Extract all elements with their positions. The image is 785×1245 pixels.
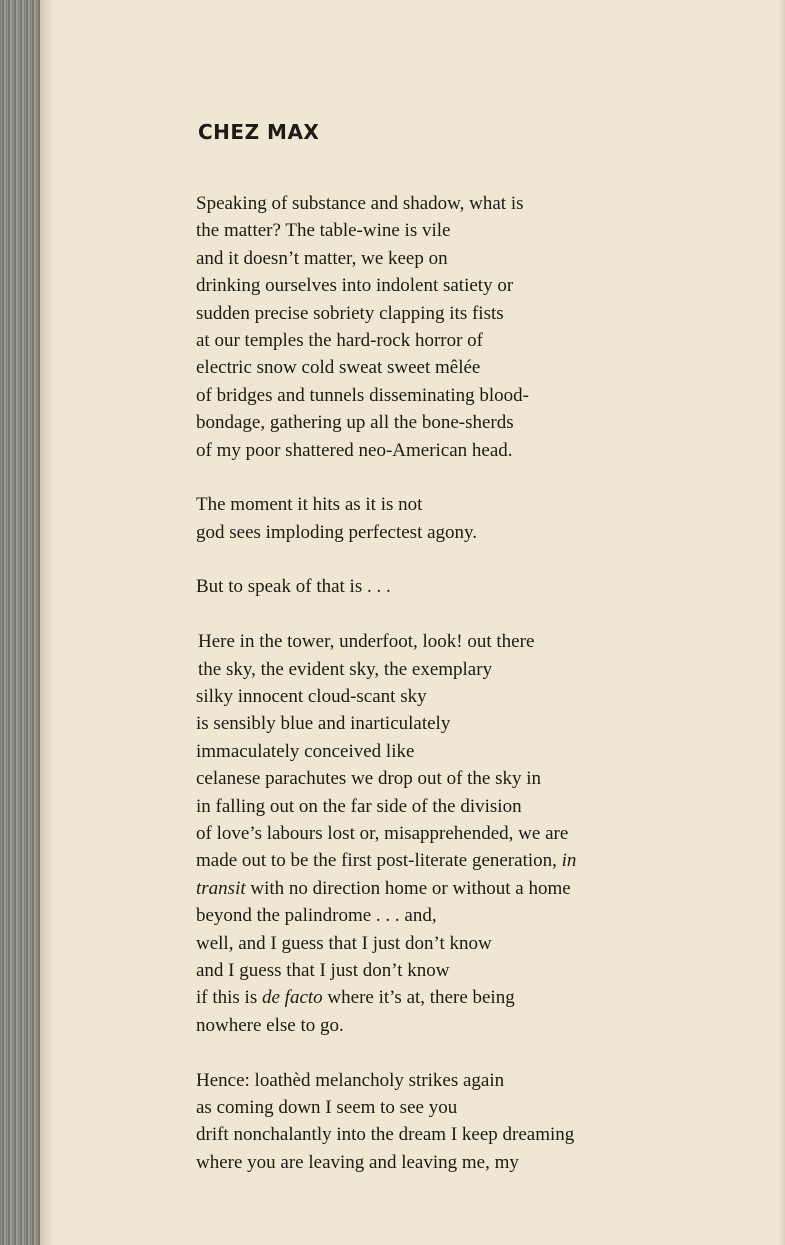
poem-line [196, 847, 736, 874]
line-text: with no direction home or without a home [245, 877, 571, 899]
poem-line: drinking ourselves into indolent satiety or [196, 275, 514, 297]
line-text: if this is [196, 987, 262, 1009]
poem-line: and it doesn’t matter, we keep on [196, 247, 448, 269]
poem-line: beyond the palindrome . . . and, [196, 905, 437, 927]
poem-line: at our temples the hard-rock horror of [196, 329, 484, 351]
stanza-break [196, 601, 736, 628]
stanza-break [196, 546, 736, 573]
poem-line: Speaking of substance and shadow, what is [196, 193, 524, 214]
poem-line: celanese parachutes we drop out of the sky in [196, 768, 542, 790]
line-text: made out to be the first post-literate generation, [196, 850, 562, 872]
poem-line: nowhere else to go. [196, 1014, 344, 1036]
poem-line: where you are leaving and leaving me, my [196, 1151, 519, 1173]
line-text: where it’s at, there being [322, 987, 515, 1009]
italic-text: transit [196, 877, 246, 899]
italic-text: de facto [261, 987, 323, 1009]
stanza-break [196, 1039, 736, 1066]
poem-line: god sees imploding perfectest agony. [196, 521, 478, 543]
poem-line: is sensibly blue and inarticulately [196, 713, 451, 735]
poem-line [196, 875, 736, 902]
poem-line: But to speak of that is . . . [196, 576, 391, 598]
poem-line: silky innocent cloud-scant sky [196, 686, 427, 708]
poem-line: the sky, the evident sky, the exemplary [198, 658, 493, 680]
poem-line [196, 984, 736, 1011]
stanza-3 [196, 573, 736, 600]
poem-title: CHEZ MAX [198, 120, 320, 144]
page-shadow [40, 0, 54, 1245]
poem-line: in falling out on the far side of the division [196, 795, 522, 817]
poem-line: sudden precise sobriety clapping its fists [196, 302, 504, 324]
poem-line: well, and I guess that I just don’t know [196, 932, 492, 954]
italic-text: in [561, 850, 577, 872]
poem-line: Here in the tower, underfoot, look! out there [198, 631, 535, 653]
poem-line: electric snow cold sweat sweet mêlée [196, 357, 481, 379]
poem-line: the matter? The table-wine is vile [196, 220, 451, 242]
poem-line: drift nonchalantly into the dream I keep dreaming [196, 1124, 575, 1146]
poem-body [196, 190, 736, 1176]
poem-line: Hence: loathèd melancholy strikes again [196, 1069, 505, 1091]
poem-line: The moment it hits as it is not [196, 494, 423, 516]
stanza-2 [196, 491, 736, 546]
poem-line: as coming down I seem to see you [196, 1096, 458, 1118]
poem-line: of bridges and tunnels disseminating blood- [196, 384, 529, 406]
poem-line: of love’s labours lost or, misapprehended, we are [196, 822, 569, 844]
stanza-5 [196, 1067, 736, 1177]
poem-line: and I guess that I just don’t know [196, 959, 450, 981]
poem-line: of my poor shattered neo-American head. [196, 439, 513, 461]
poem-line: bondage, gathering up all the bone-sherds [196, 412, 514, 434]
stanza-4 [196, 628, 736, 1039]
stanza-1 [196, 190, 736, 464]
stanza-break [196, 464, 736, 491]
book-binding-gutter [0, 0, 40, 1245]
page-right-edge [779, 0, 785, 1245]
poem-line: immaculately conceived like [196, 740, 415, 762]
